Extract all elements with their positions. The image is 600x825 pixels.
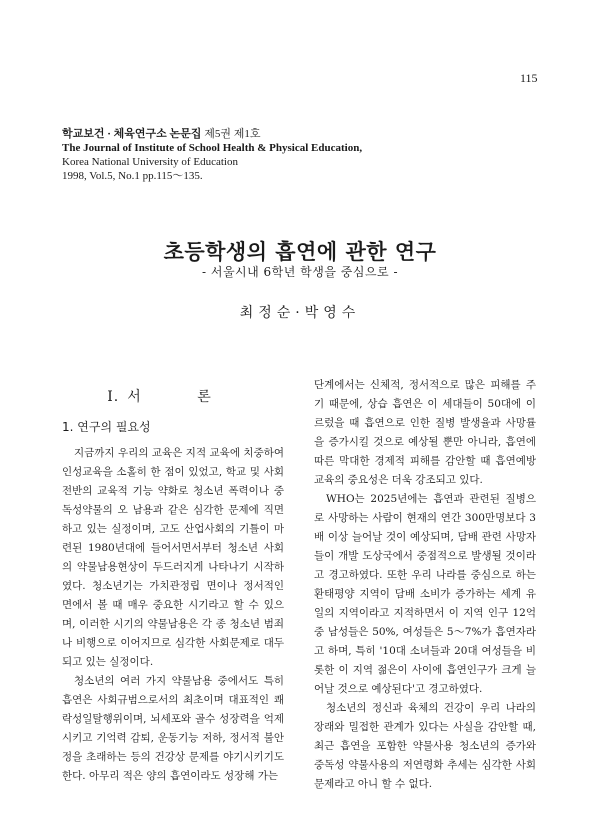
section-heading [62,386,282,406]
body-paragraph: 청소년의 정신과 육체의 건강이 우리 나라의 장래와 밀접한 관계가 있다는 사실을 감안할 때, 최근 흡연을 포함한 약물사용 청소년의 증가와 중독성 약물사용의 저연령화 추세는 심각한 사회 문제라고 아니 할 수 없다. [314,702,536,790]
subsection-heading: 1. 연구의 필요성 [62,420,151,434]
body-paragraph: WHO는 2025년에는 흡연과 관련된 질병으로 사망하는 사람이 현재의 연간 300만명보다 3배 이상 늘어날 것이 예상되며, 담배 관련 사망자들이 개발 도상국에서 중점적으로 발생될 것이라고 경고하였다. 또한 우리 나라를 중심으로 하는 환태평양 지역이 담배 소비가 증가하는 세계 유일의 지역이라고 지적하면서 이 지역 인구 12억 중 남성들은 50%, 여성들은 5～7%가 흡연자라고 하며, 특히 '10대 소녀들과 20대 여성들을 비롯한 이 지역 젊은이 사이에 흡연인구가 크게 늘어날 것으로 예상된다'고 경고하였다. [314,493,536,695]
body-paragraph: 단계에서는 신체적, 정서적으로 많은 피해를 주기 때문에, 상습 흡연은 이 세대들이 50대에 이르렀을 때 흡연으로 인한 질병 발생율과 사망률을 증가시킬 것으로 예상될 뿐만 아니라, 흡연에 따른 막대한 경제적 피해를 감안할 때 흡연예방 교육의 중요성은 더욱 강조되고 있다. [314,379,536,486]
journal-name-korean: 학교보건 · 체육연구소 논문집 [62,128,202,140]
right-column [314,376,536,794]
page-number: 115 [520,71,538,85]
paper-title: 초등학생의 흡연에 관한 연구 [163,239,437,264]
journal-volume-korean: 제5권 제1호 [201,128,261,140]
journal-header [62,127,362,183]
section-number: Ⅰ. [107,389,120,405]
section-title: 서 론 [127,389,237,405]
journal-citation: 1998, Vol.5, No.1 pp.115～135. [62,170,203,182]
paper-subtitle: - 서울시내 6학년 학생을 중심으로 - [201,265,398,279]
left-column [62,444,284,786]
journal-title-korean [62,127,362,141]
journal-title-english: The Journal of Institute of School Health & Physical Education, [62,142,363,154]
body-paragraph: 청소년의 여러 가지 약물남용 중에서도 특히 흡연은 사회규범으로서의 최초이며 대표적인 쾌락성일탈행위이며, 뇌세포와 골수 성장력을 억제시키고 기억력 감퇴, 운동기능 저하, 정서적 불안정을 초래하는 등의 건강상 문제를 야기시키기도 한다. 아무리 적은 양의 흡연이라도 성장해 가는 [62,675,284,782]
paper-authors: 최정순·박영수 [239,305,361,321]
journal-institution: Korea National University of Education [62,156,238,168]
body-paragraph: 지금까지 우리의 교육은 지적 교육에 치중하여 인성교육을 소홀히 한 점이 있었고, 학교 및 사회 전반의 교육적 기능 약화로 청소년 폭력이나 중독성약물의 오 남용과 같은 심각한 문제에 직면하고 있는 실정이며, 고도 산업사회의 기틀이 마련된 1980년대에 들어서면서부터 청소년 사회의 약물남용현상이 두드러지게 나타나기 시작하였다. 청소년기는 가치관정립 면이나 정서적인 면에서 볼 때 매우 중요한 시기라고 할 수 있으며, 이러한 시기의 약물남용은 각 종 청소년 범죄나 비행으로 이어지므로 심각한 사회문제로 대두되고 있는 실정이다. [62,447,284,668]
